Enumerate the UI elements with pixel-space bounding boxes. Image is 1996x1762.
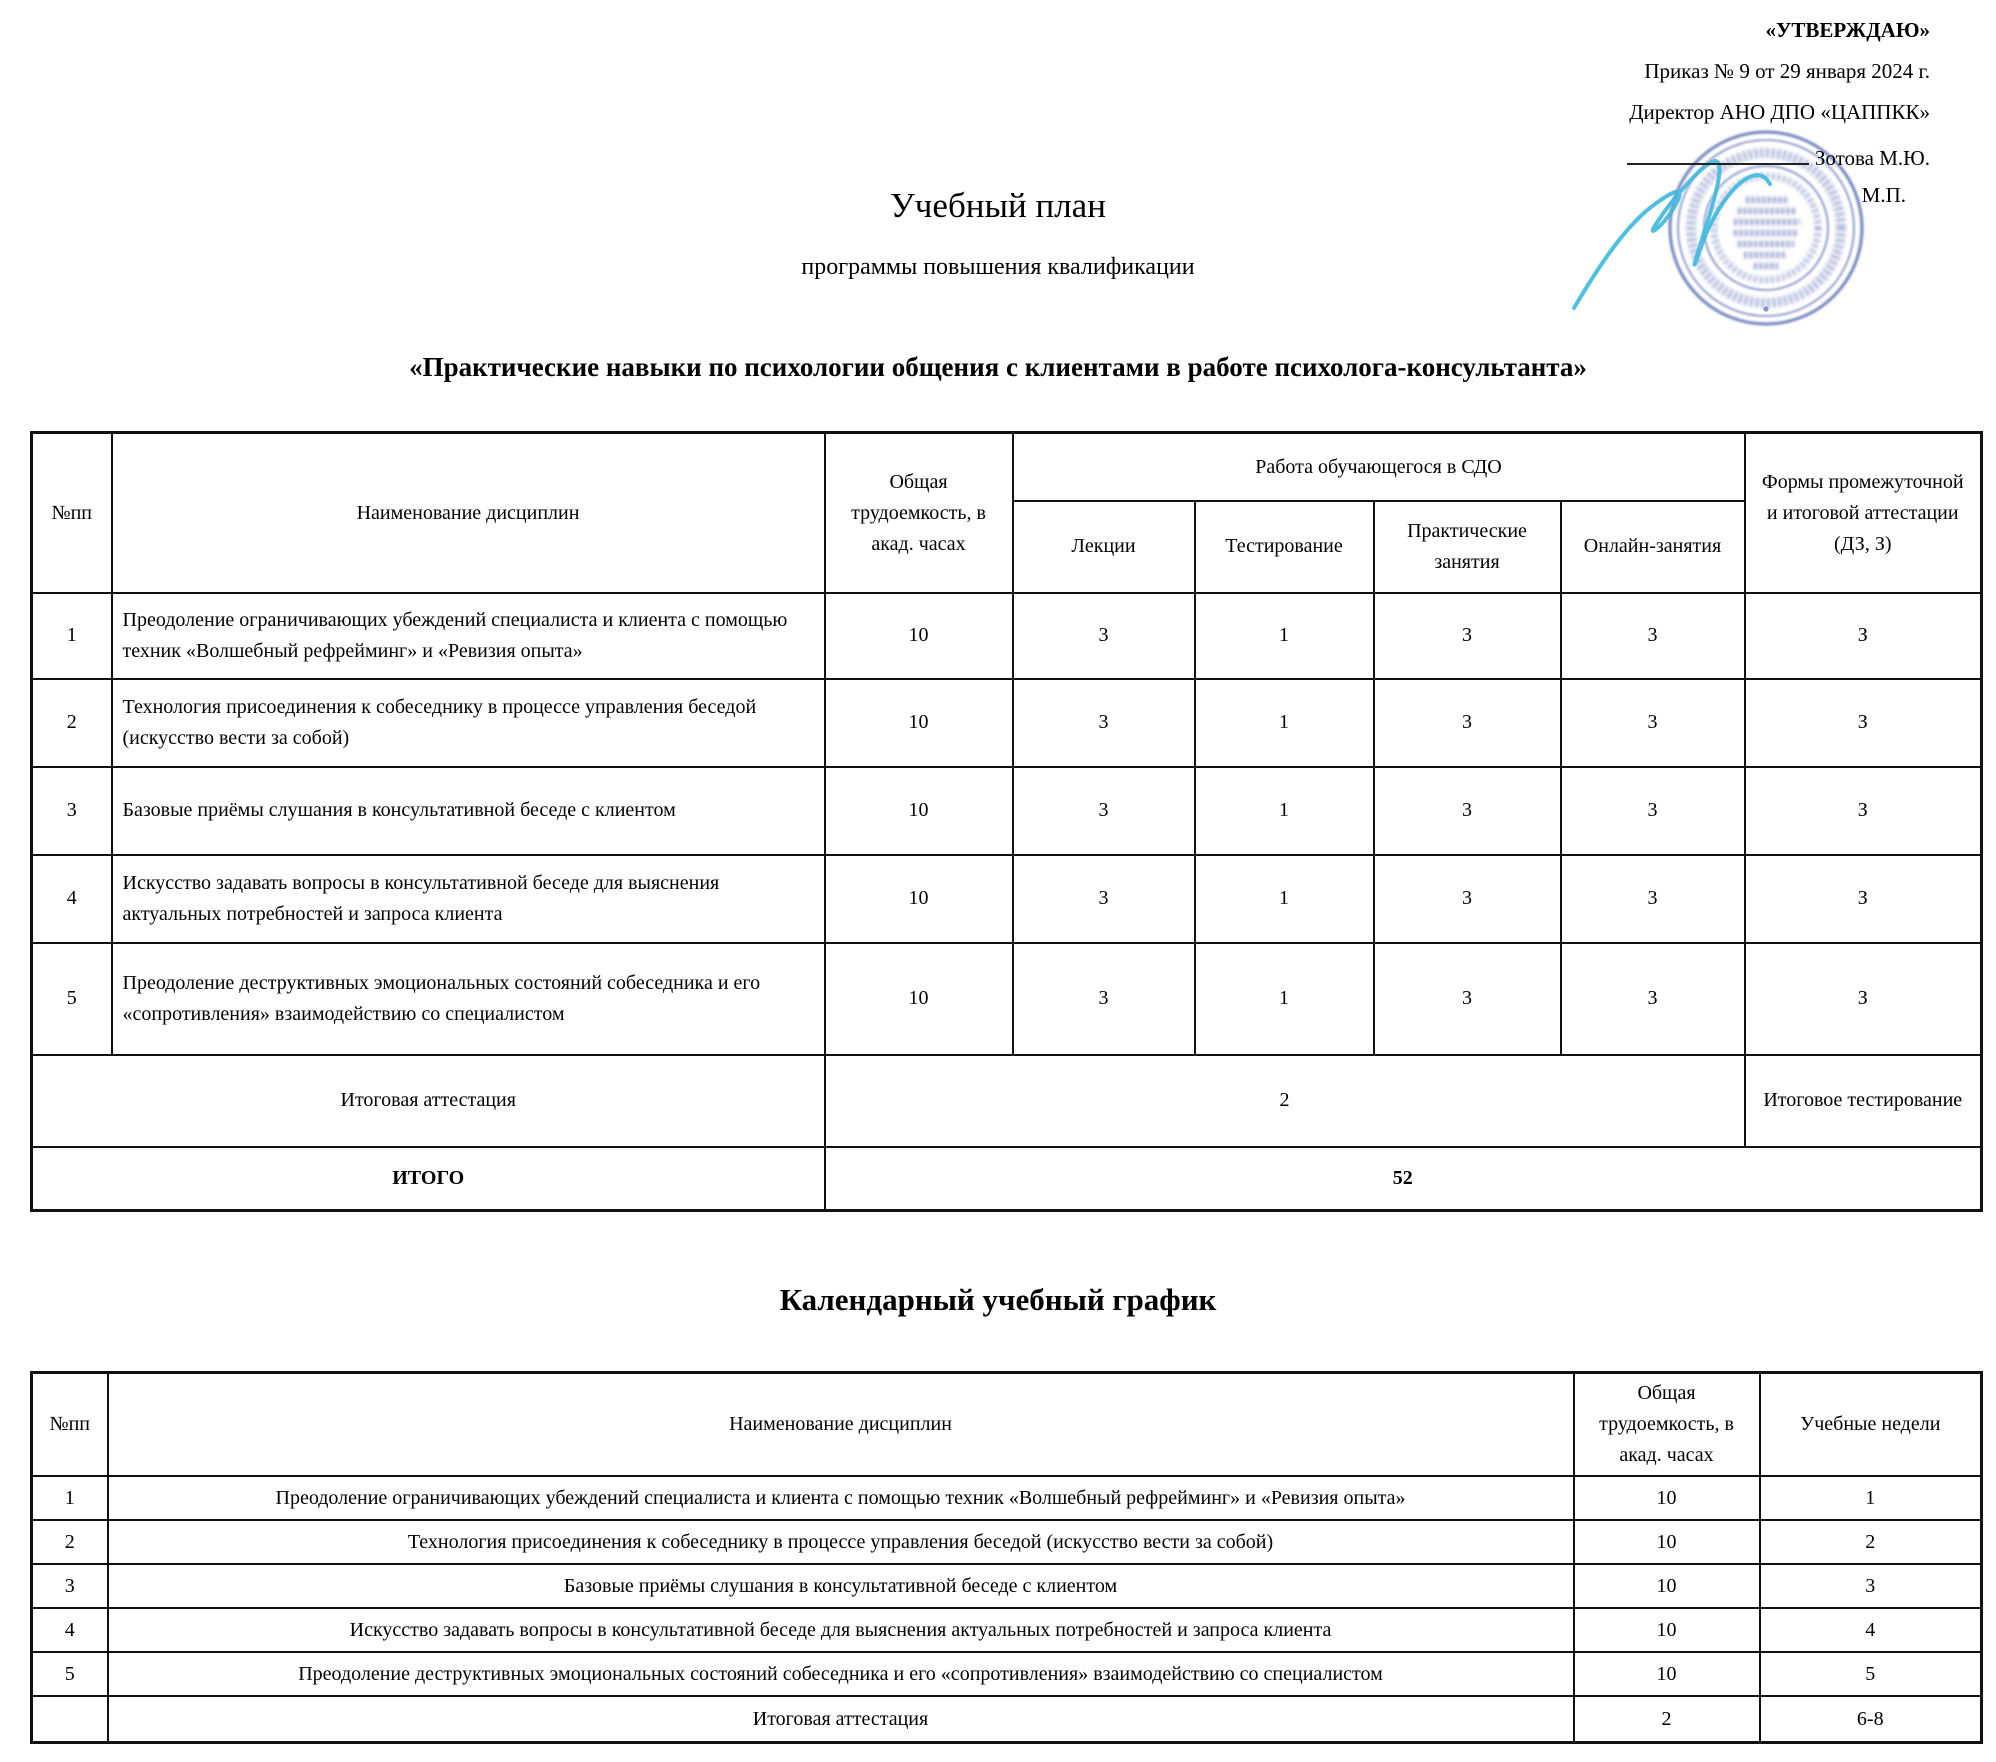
table-row (32, 1564, 1982, 1608)
table-row (32, 593, 1982, 679)
final-attestation-hours: 2 (825, 1055, 1745, 1147)
schedule-table (30, 1371, 1983, 1744)
practice-cell: 3 (1374, 679, 1561, 767)
total-value: 52 (825, 1147, 1982, 1211)
col-header-name: Наименование дисциплин (108, 1373, 1574, 1477)
table-row (32, 1476, 1982, 1520)
attestation-cell: З (1745, 679, 1982, 767)
discipline-name-cell: Базовые приёмы слушания в консультативной беседе с клиентом (108, 1564, 1574, 1608)
attestation-cell: З (1745, 855, 1982, 943)
row-number-cell: 5 (32, 943, 112, 1055)
hours-cell: 2 (1574, 1696, 1760, 1742)
online-cell: 3 (1561, 767, 1745, 855)
lectures-cell: 3 (1013, 943, 1195, 1055)
hours-cell: 10 (825, 679, 1013, 767)
online-cell: 3 (1561, 679, 1745, 767)
lectures-cell: 3 (1013, 855, 1195, 943)
col-header-num: №пп (32, 1373, 108, 1477)
practice-cell: 3 (1374, 593, 1561, 679)
row-number-cell (32, 1696, 108, 1742)
testing-cell: 1 (1195, 855, 1374, 943)
lectures-cell: 3 (1013, 593, 1195, 679)
col-header-num: №пп (32, 433, 112, 593)
testing-cell: 1 (1195, 767, 1374, 855)
table-row (32, 767, 1982, 855)
attestation-cell: З (1745, 593, 1982, 679)
col-header-weeks: Учебные недели (1760, 1373, 1982, 1477)
attestation-cell: З (1745, 943, 1982, 1055)
approve-label: «УТВЕРЖДАЮ» (1765, 18, 1930, 42)
hours-cell: 10 (1574, 1564, 1760, 1608)
director-line: Директор АНО ДПО «ЦАППКК» (1629, 100, 1930, 124)
hours-cell: 10 (825, 943, 1013, 1055)
page-subtitle: программы повышения квалификации (801, 254, 1195, 280)
online-cell: 3 (1561, 943, 1745, 1055)
hours-cell: 10 (825, 855, 1013, 943)
table-row (32, 1608, 1982, 1652)
table-row (32, 679, 1982, 767)
hours-cell: 10 (1574, 1476, 1760, 1520)
testing-cell: 1 (1195, 593, 1374, 679)
signature-line (1627, 143, 1809, 165)
row-number-cell: 4 (32, 855, 112, 943)
lectures-cell: 3 (1013, 679, 1195, 767)
practice-cell: 3 (1374, 767, 1561, 855)
online-cell: 3 (1561, 593, 1745, 679)
curriculum-table (30, 431, 1983, 1212)
testing-cell: 1 (1195, 679, 1374, 767)
table-row (32, 1520, 1982, 1564)
row-number-cell: 3 (32, 1564, 108, 1608)
testing-cell: 1 (1195, 943, 1374, 1055)
row-number-cell: 2 (32, 1520, 108, 1564)
weeks-cell: 6-8 (1760, 1696, 1982, 1742)
order-line: Приказ № 9 от 29 января 2024 г. (1644, 59, 1930, 83)
row-number-cell: 3 (32, 767, 112, 855)
discipline-name-cell: Искусство задавать вопросы в консультативной беседе для выяснения актуальных потребностей и запроса клиента (108, 1608, 1574, 1652)
weeks-cell: 3 (1760, 1564, 1982, 1608)
table-row (32, 943, 1982, 1055)
row-number-cell: 5 (32, 1652, 108, 1696)
row-number-cell: 1 (32, 1476, 108, 1520)
total-label: ИТОГО (32, 1147, 825, 1211)
col-header-lectures: Лекции (1013, 501, 1195, 593)
final-attestation-row (32, 1055, 1982, 1147)
weeks-cell: 1 (1760, 1476, 1982, 1520)
approval-block (1627, 20, 1930, 226)
hours-cell: 10 (825, 593, 1013, 679)
signer-name: Зотова М.Ю. (1814, 146, 1930, 170)
col-header-online: Онлайн-занятия (1561, 501, 1745, 593)
final-attestation-row (32, 1696, 1982, 1742)
col-header-name: Наименование дисциплин (112, 433, 825, 593)
attestation-cell: З (1745, 767, 1982, 855)
page-title: Учебный план (890, 186, 1106, 225)
seal-place-label: М.П. (1861, 183, 1906, 207)
weeks-cell: 4 (1760, 1608, 1982, 1652)
signature-row (1627, 143, 1930, 169)
discipline-name-cell: Технология присоединения к собеседнику в процессе управления беседой (искусство вести за собой) (108, 1520, 1574, 1564)
col-header-sdo-group: Работа обучающегося в СДО (1013, 433, 1745, 501)
discipline-name-cell: Преодоление ограничивающих убеждений специалиста и клиента с помощью техник «Волшебный рефрейминг» и «Ревизия опыта» (108, 1476, 1574, 1520)
col-header-hours: Общая трудоемкость, в акад. часах (1574, 1373, 1760, 1477)
hours-cell: 10 (1574, 1652, 1760, 1696)
row-number-cell: 4 (32, 1608, 108, 1652)
discipline-name-cell: Преодоление деструктивных эмоциональных состояний собеседника и его «сопротивления» взаимодействию со специалистом (112, 943, 825, 1055)
discipline-name-cell: Преодоление ограничивающих убеждений специалиста и клиента с помощью техник «Волшебный рефрейминг» и «Ревизия опыта» (112, 593, 825, 679)
discipline-name-cell: Итоговая аттестация (108, 1696, 1574, 1742)
final-attestation-label: Итоговая аттестация (32, 1055, 825, 1147)
col-header-hours: Общая трудоемкость, в акад. часах (825, 433, 1013, 593)
program-title: «Практические навыки по психологии общения с клиентами в работе психолога-консультанта» (409, 352, 1587, 382)
col-header-practice: Практические занятия (1374, 501, 1561, 593)
practice-cell: 3 (1374, 855, 1561, 943)
table-row (32, 1652, 1982, 1696)
weeks-cell: 5 (1760, 1652, 1982, 1696)
col-header-testing: Тестирование (1195, 501, 1374, 593)
lectures-cell: 3 (1013, 767, 1195, 855)
schedule-heading: Календарный учебный график (779, 1282, 1217, 1318)
hours-cell: 10 (1574, 1520, 1760, 1564)
hours-cell: 10 (825, 767, 1013, 855)
row-number-cell: 2 (32, 679, 112, 767)
hours-cell: 10 (1574, 1608, 1760, 1652)
practice-cell: 3 (1374, 943, 1561, 1055)
total-row (32, 1147, 1982, 1211)
table-row (32, 855, 1982, 943)
row-number-cell: 1 (32, 593, 112, 679)
online-cell: 3 (1561, 855, 1745, 943)
discipline-name-cell: Базовые приёмы слушания в консультативной беседе с клиентом (112, 767, 825, 855)
col-header-attestation: Формы промежуточной и итоговой аттестации (ДЗ, З) (1745, 433, 1982, 593)
discipline-name-cell: Искусство задавать вопросы в консультативной беседе для выяснения актуальных потребностей и запроса клиента (112, 855, 825, 943)
weeks-cell: 2 (1760, 1520, 1982, 1564)
discipline-name-cell: Преодоление деструктивных эмоциональных состояний собеседника и его «сопротивления» взаимодействию со специалистом (108, 1652, 1574, 1696)
final-attestation-form: Итоговое тестирование (1745, 1055, 1982, 1147)
discipline-name-cell: Технология присоединения к собеседнику в процессе управления беседой (искусство вести за собой) (112, 679, 825, 767)
